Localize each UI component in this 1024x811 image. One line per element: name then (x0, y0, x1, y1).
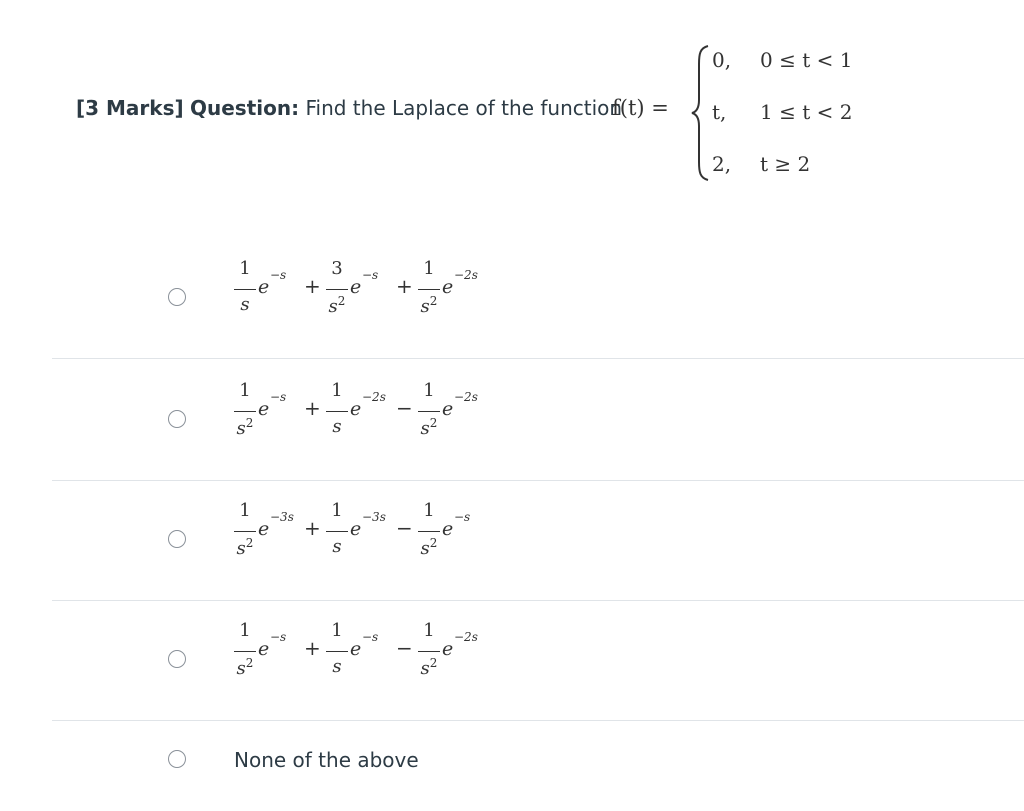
denominator (326, 294, 348, 317)
question-body: Find the Laplace of the function (305, 96, 623, 120)
fraction (418, 500, 440, 560)
exponential-base: e (350, 638, 362, 660)
numerator: 1 (423, 500, 435, 521)
fraction (418, 258, 440, 318)
fraction (234, 380, 256, 440)
radio-button[interactable] (168, 530, 186, 548)
exponent: −s (454, 510, 471, 524)
fraction (234, 500, 256, 560)
exponential-base: e (258, 638, 270, 660)
question-label: Question: (190, 96, 300, 120)
denominator (326, 656, 348, 677)
fraction-bar (418, 651, 440, 652)
exponent: −s (270, 390, 287, 404)
marks-label: [3 Marks] (76, 96, 184, 120)
fraction (326, 500, 348, 560)
exponential-base: e (442, 398, 454, 420)
denominator-variable: s (240, 294, 250, 315)
option-label: None of the above (234, 748, 419, 772)
denominator (418, 294, 440, 317)
answer-option[interactable] (52, 360, 1024, 481)
denominator-variable: s (236, 538, 246, 559)
exponent: −2s (454, 630, 478, 644)
operator-sign: + (304, 396, 321, 420)
radio-button[interactable] (168, 288, 186, 306)
exponent: −3s (270, 510, 294, 524)
denominator (418, 416, 440, 439)
numerator: 1 (239, 620, 251, 641)
exponent: −3s (362, 510, 386, 524)
denominator (234, 536, 256, 559)
exponential-base: e (350, 276, 362, 298)
fraction-bar (418, 289, 440, 290)
fraction (234, 258, 256, 318)
radio-button[interactable] (168, 750, 186, 768)
denominator-variable: s (332, 416, 342, 437)
exponential-base: e (442, 638, 454, 660)
answer-option[interactable] (52, 480, 1024, 601)
denominator-variable: s (328, 296, 338, 317)
answer-option[interactable] (52, 720, 1024, 800)
numerator: 1 (423, 380, 435, 401)
answer-option[interactable] (52, 238, 1024, 359)
denominator-power: 2 (429, 416, 438, 430)
fraction-bar (326, 411, 348, 412)
denominator-power: 2 (245, 536, 254, 550)
denominator-variable: s (332, 656, 342, 677)
numerator: 1 (331, 620, 343, 641)
case-condition: 1 ≤ t < 2 (760, 100, 853, 124)
option-expression (234, 380, 634, 460)
radio-button[interactable] (168, 410, 186, 428)
exponent: −2s (454, 390, 478, 404)
exponent: −2s (454, 268, 478, 282)
fraction-bar (418, 411, 440, 412)
numerator: 1 (239, 258, 251, 279)
numerator: 1 (239, 500, 251, 521)
option-expression (234, 500, 634, 580)
numerator: 1 (423, 620, 435, 641)
numerator: 1 (331, 380, 343, 401)
denominator-power: 2 (429, 656, 438, 670)
fraction-bar (418, 531, 440, 532)
denominator-power: 2 (245, 656, 254, 670)
denominator (234, 656, 256, 679)
numerator: 1 (331, 500, 343, 521)
exponential-base: e (258, 276, 270, 298)
denominator-variable: s (420, 296, 430, 317)
denominator-variable: s (332, 536, 342, 557)
operator-sign: − (396, 516, 413, 540)
case-value: t, (712, 100, 727, 124)
case-condition: t ≥ 2 (760, 152, 811, 176)
fraction-bar (234, 289, 256, 290)
denominator-power: 2 (245, 416, 254, 430)
denominator-power: 2 (429, 536, 438, 550)
fraction (326, 380, 348, 440)
fraction-bar (326, 531, 348, 532)
operator-sign: − (396, 636, 413, 660)
exponential-base: e (442, 276, 454, 298)
denominator-variable: s (420, 418, 430, 439)
fraction (234, 620, 256, 680)
option-expression (234, 620, 634, 700)
exponent: −s (270, 630, 287, 644)
denominator-variable: s (236, 658, 246, 679)
radio-button[interactable] (168, 650, 186, 668)
exponential-base: e (258, 518, 270, 540)
numerator: 1 (423, 258, 435, 279)
exponential-base: e (442, 518, 454, 540)
answer-option[interactable] (52, 600, 1024, 721)
denominator-power: 2 (337, 294, 346, 308)
fraction-bar (326, 651, 348, 652)
fraction-bar (326, 289, 348, 290)
case-condition: 0 ≤ t < 1 (760, 48, 853, 72)
fraction (326, 258, 348, 318)
exponent: −s (362, 630, 379, 644)
fraction (326, 620, 348, 680)
operator-sign: + (304, 636, 321, 660)
numerator: 3 (331, 258, 343, 279)
fraction (418, 620, 440, 680)
operator-sign: − (396, 396, 413, 420)
denominator-variable: s (236, 418, 246, 439)
denominator-variable: s (420, 658, 430, 679)
exponent: −s (270, 268, 287, 282)
fraction-bar (234, 651, 256, 652)
fraction (418, 380, 440, 440)
denominator (326, 416, 348, 437)
exponential-base: e (350, 398, 362, 420)
denominator (418, 656, 440, 679)
case-value: 2, (712, 152, 732, 176)
option-expression (234, 258, 634, 338)
exponential-base: e (350, 518, 362, 540)
function-lhs: f(t) = (612, 96, 669, 120)
operator-sign: + (304, 516, 321, 540)
numerator: 1 (239, 380, 251, 401)
left-brace (690, 44, 712, 182)
fraction-bar (234, 531, 256, 532)
denominator (234, 294, 256, 315)
fraction-bar (234, 411, 256, 412)
denominator (418, 536, 440, 559)
question-text (76, 96, 622, 120)
operator-sign: + (396, 274, 413, 298)
denominator-variable: s (420, 538, 430, 559)
denominator (234, 416, 256, 439)
exponent: −s (362, 268, 379, 282)
denominator (326, 536, 348, 557)
case-value: 0, (712, 48, 732, 72)
operator-sign: + (304, 274, 321, 298)
exponential-base: e (258, 398, 270, 420)
exponent: −2s (362, 390, 386, 404)
denominator-power: 2 (429, 294, 438, 308)
